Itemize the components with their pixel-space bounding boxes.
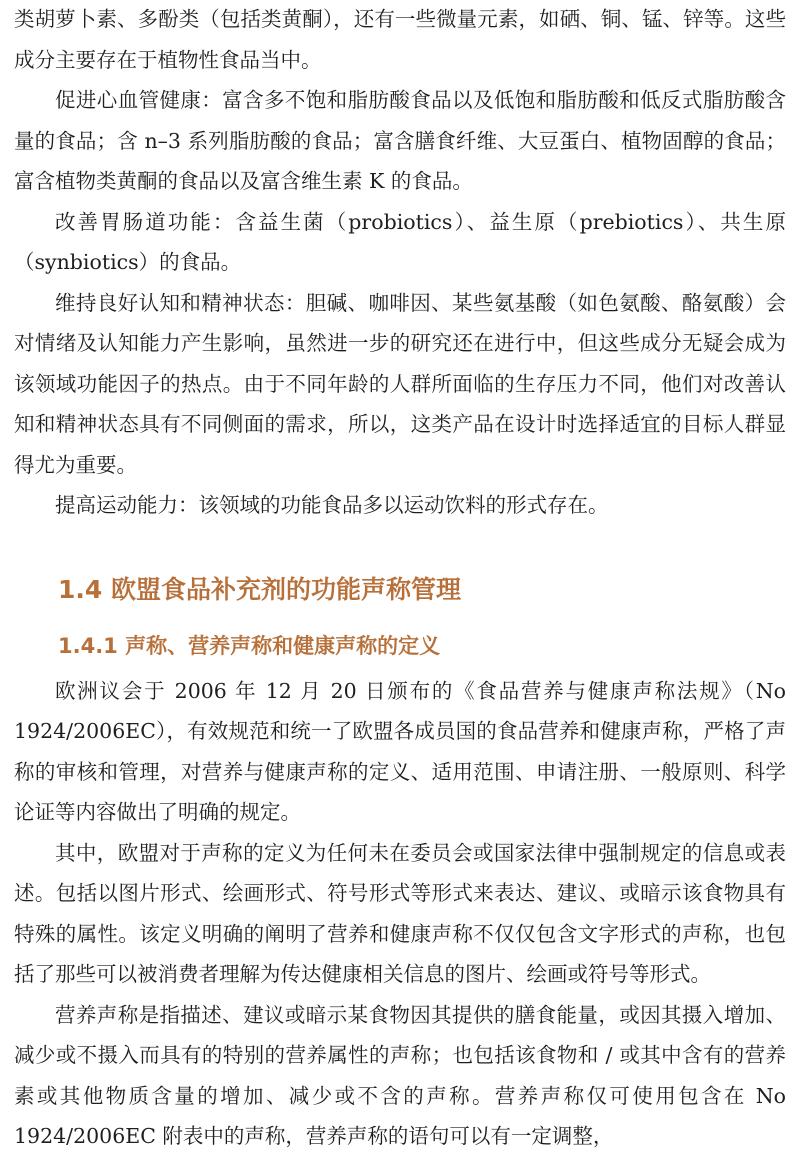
paragraph-cardiovascular: 促进心血管健康：富含多不饱和脂肪酸食品以及低饱和脂肪酸和低反式脂肪酸含量的食品；含 n–3 系列脂肪酸的食品；富含膳食纤维、大豆蛋白、植物固醇的食品；富含植物类黄酮的食品以及富含维生素 K 的食品。	[14, 88, 786, 193]
paragraph-gut-function: 改善胃肠道功能：含益生菌（probiotics）、益生原（prebiotics）、共生原（synbiotics）的食品。	[14, 209, 786, 274]
paragraph-antioxidant-continuation: 类胡萝卜素、多酚类（包括类黄酮），还有一些微量元素，如硒、铜、锰、锌等。这些成分主要存在于植物性食品当中。	[14, 7, 786, 72]
paragraph-claim-definition: 其中，欧盟对于声称的定义为任何未在委员会或国家法律中强制规定的信息或表述。包括以图片形式、绘画形式、符号形式等形式来表达、建议、或暗示该食物具有特殊的属性。该定义明确的阐明了营养和健康声称不仅仅包含文字形式的声称，也包括了那些可以被消费者理解为传达健康相关信息的图片、绘画或符号等形式。	[14, 840, 786, 986]
paragraph-regulation: 欧洲议会于 2006 年 12 月 20 日颁布的《食品营养与健康声称法规》（No 1924/2006EC），有效规范和统一了欧盟各成员国的食品营养和健康声称，严格了声称的审核和管理，对营养与健康声称的定义、适用范围、申请注册、一般原则、科学论证等内容做出了明确的规定。	[14, 678, 786, 824]
document-page	[14, 0, 786, 1157]
section-heading: 1.4 欧盟食品补充剂的功能声称管理	[58, 574, 461, 604]
subsection-heading: 1.4.1 声称、营养声称和健康声称的定义	[58, 633, 441, 658]
paragraph-cognition: 维持良好认知和精神状态：胆碱、咖啡因、某些氨基酸（如色氨酸、酪氨酸）会对情绪及认知能力产生影响，虽然进一步的研究还在进行中，但这些成分无疑会成为该领域功能因子的热点。由于不同年龄的人群所面临的生存压力不同，他们对改善认知和精神状态具有不同侧面的需求，所以，这类产品在设计时选择适宜的目标人群显得尤为重要。	[14, 290, 786, 477]
paragraph-exercise: 提高运动能力：该领域的功能食品多以运动饮料的形式存在。	[55, 493, 609, 517]
paragraph-nutrition-claim: 营养声称是指描述、建议或暗示某食物因其提供的膳食能量，或因其摄入增加、减少或不摄入而具有的特别的营养属性的声称；也包括该食物和 / 或其中含有的营养素或其他物质含量的增加、减少或不含的声称。营养声称仅可使用包含在 No 1924/2006EC 附表中的声称，营养声称的语句可以有一定调整，	[14, 1002, 786, 1148]
